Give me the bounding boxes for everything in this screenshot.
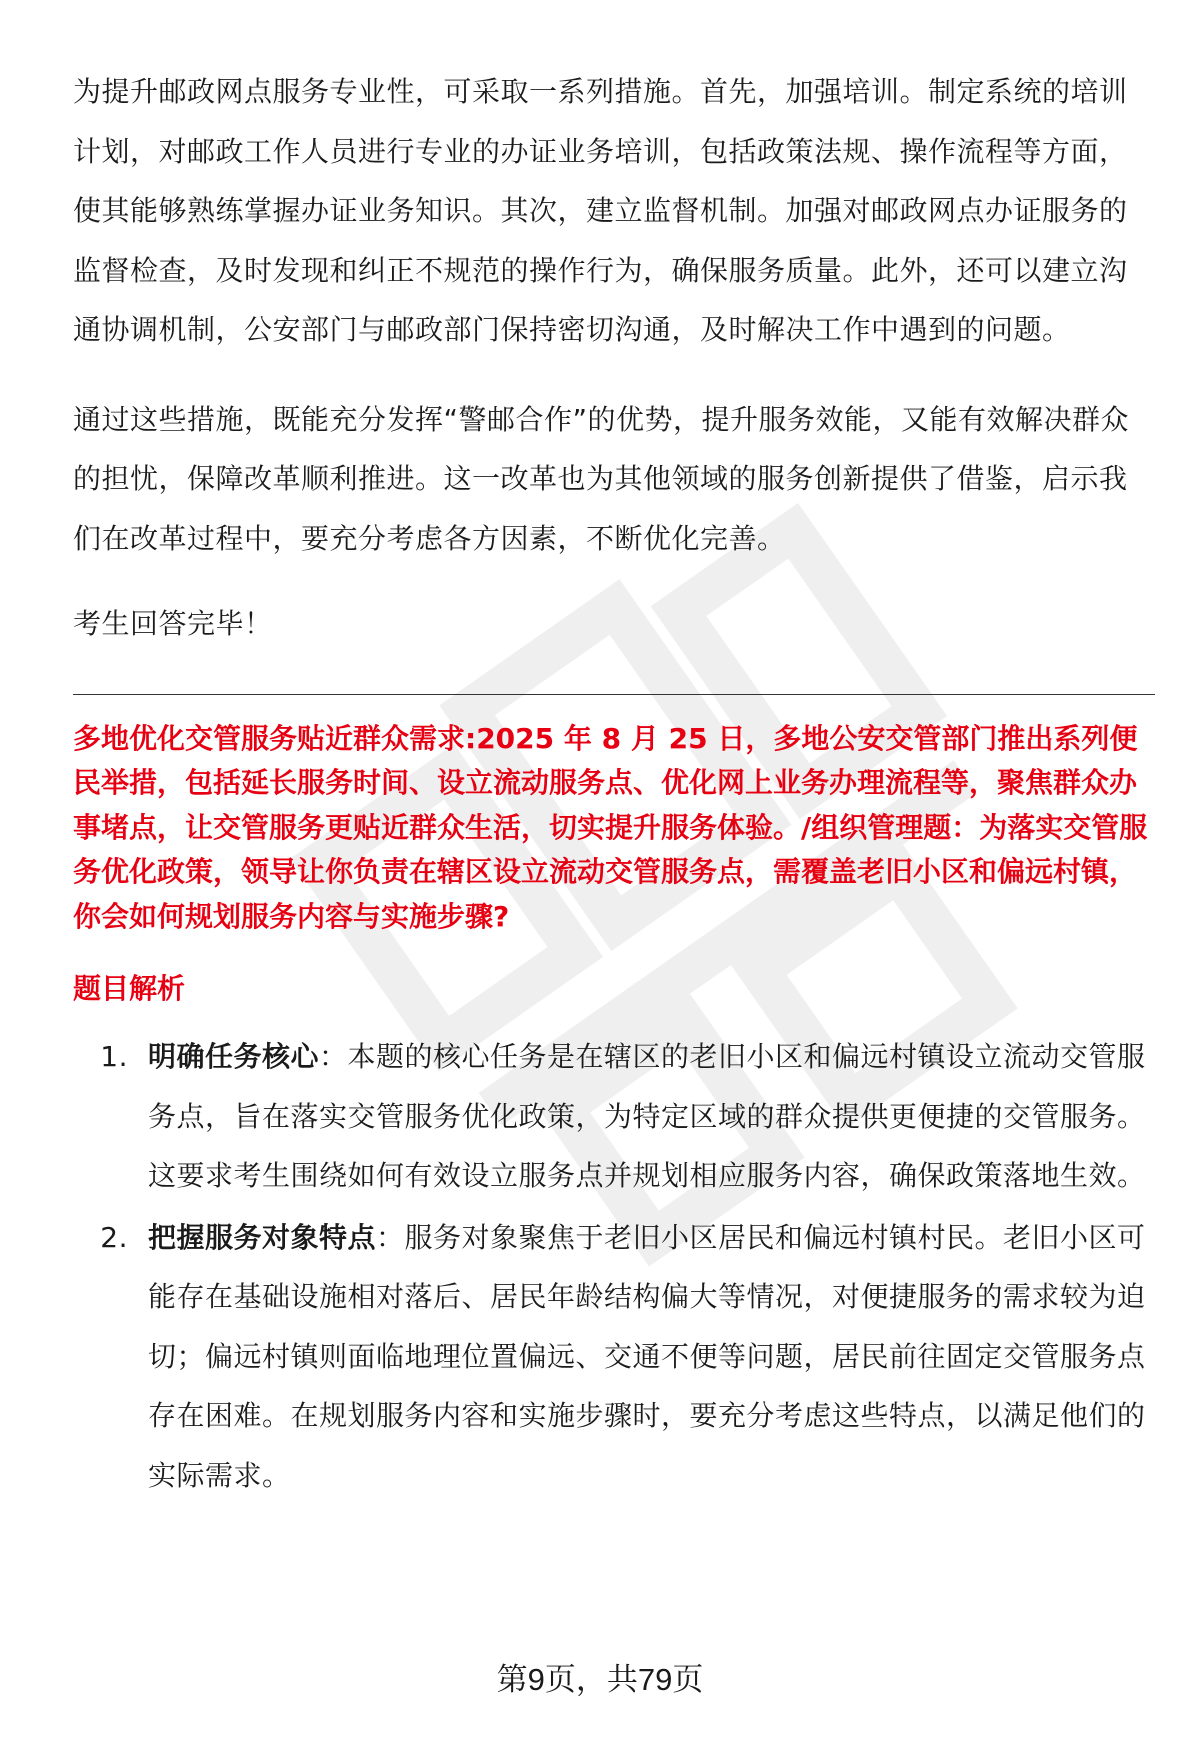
document-page — [73, 62, 1155, 1505]
analysis-heading: 题目解析 — [73, 972, 186, 1005]
list-item — [73, 1027, 1155, 1206]
list-item-text: ：服务对象聚焦于老旧小区居民和偏远村镇村民。老旧小区可能存在基础设施相对落后、居民年龄结构偏大等情况，对便捷服务的需求较为迫切；偏远村镇则面临地理位置偏远、交通不便等问题，居民前往固定交管服务点存在困难。在规划服务内容和实施步骤时，要充分考虑这些特点，以满足他们的实际需求。 — [148, 1220, 1146, 1492]
list-item — [73, 1208, 1155, 1506]
section-divider — [73, 694, 1155, 695]
analysis-list — [73, 1027, 1155, 1505]
page-number-footer: 第9页，共79页 — [496, 1662, 704, 1697]
question-text: 多地优化交管服务贴近群众需求:2025 年 8 月 25 日，多地公安交管部门推出系列便民举措，包括延长服务时间、设立流动服务点、优化网上业务办理流程等，聚焦群众办事堵点，让交管服务更贴近群众生活，切实提升服务体验。/组织管理题：为落实交管服务优化政策，领导让你负责在辖区设立流动交管服务点，需覆盖老旧小区和偏远村镇，你会如何规划服务内容与实施步骤? — [73, 721, 1148, 933]
paragraph-summary: 通过这些措施，既能充分发挥“警邮合作”的优势，提升服务效能，又能有效解决群众的担忧，保障改革顺利推进。这一改革也为其他领域的服务创新提供了借鉴，启示我们在改革过程中，要充分考虑各方因素，不断优化完善。 — [73, 402, 1130, 555]
paragraph-closing: 考生回答完毕！ — [73, 607, 273, 640]
list-item-body — [128, 1208, 1155, 1506]
list-item-text: ：本题的核心任务是在辖区的老旧小区和偏远村镇设立流动交管服务点，旨在落实交管服务优化政策，为特定区域的群众提供更便捷的交管服务。这要求考生围绕如何有效设立服务点并规划相应服务内容，确保政策落地生效。 — [148, 1040, 1146, 1192]
paragraph-measures: 为提升邮政网点服务专业性，可采取一系列措施。首先，加强培训。制定系统的培训计划，对邮政工作人员进行专业的办证业务培训，包括政策法规、操作流程等方面，使其能够熟练掌握办证业务知识。其次，建立监督机制。加强对邮政网点办证服务的监督检查，及时发现和纠正不规范的操作行为，确保服务质量。此外，还可以建立沟通协调机制，公安部门与邮政部门保持密切沟通，及时解决工作中遇到的问题。 — [73, 75, 1128, 346]
list-item-lead: 把握服务对象特点 — [148, 1220, 377, 1254]
list-item-lead: 明确任务核心 — [148, 1040, 320, 1073]
list-item-number: 1. — [100, 1040, 128, 1073]
list-item-body — [128, 1027, 1155, 1206]
list-item-number: 2. — [100, 1220, 128, 1254]
